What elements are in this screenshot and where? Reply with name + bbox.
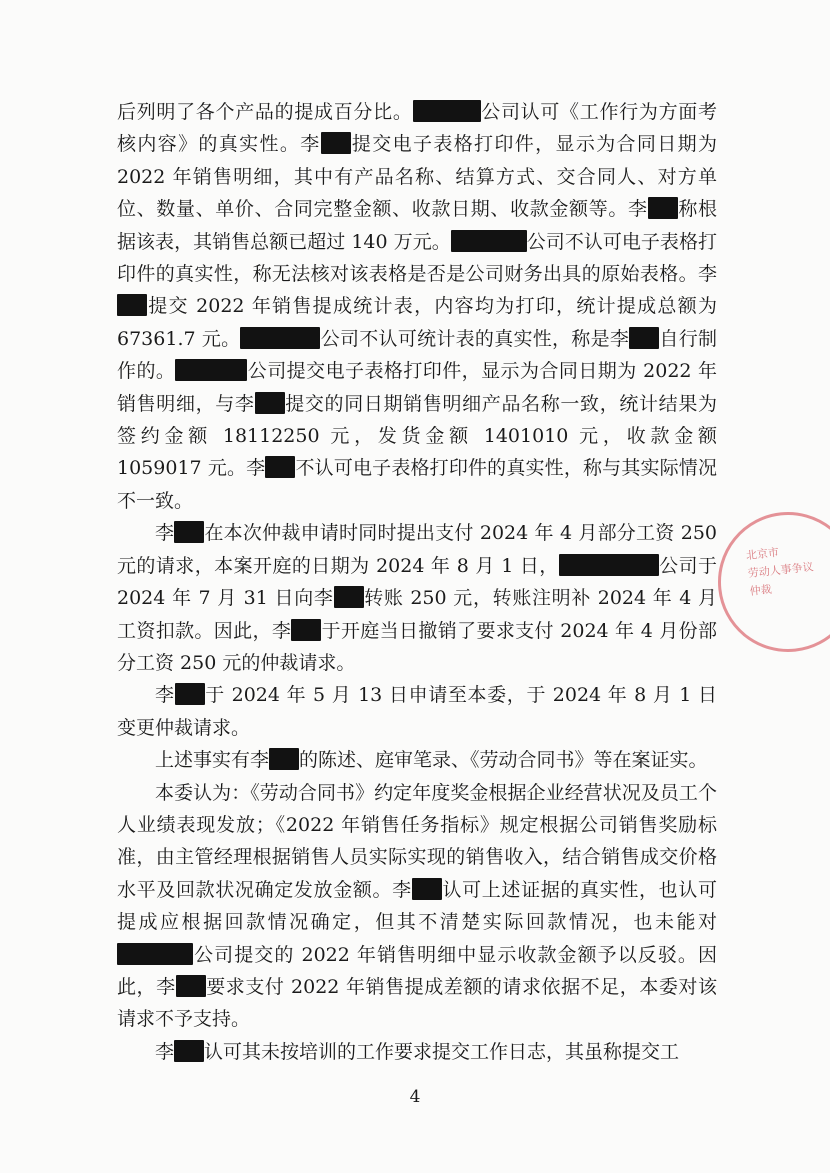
paragraph-text: 公司提交的 2022 年销售明细中显示收款金额予以反驳。因此，李: [117, 943, 717, 998]
redaction-bar: [629, 327, 659, 349]
redaction-bar: [255, 392, 285, 414]
redaction-bar: [269, 748, 299, 770]
paragraph-text: 公司不认可电子表格打印件的真实性，称无法核对该表格是否是公司财务出具的原始表格。李: [117, 230, 717, 286]
paragraph-text: 李: [155, 684, 175, 707]
paragraph-text: 在本次仲裁申请时同时提出支付 2024 年 4 月部分工资 250 元的请求，本案开庭的日期为 2024 年 8 月 1 日，: [117, 522, 717, 577]
seal-text: 北京市: [745, 545, 780, 563]
redaction-bar: [321, 132, 351, 154]
paragraph-text: 上述事实有李: [155, 749, 270, 772]
paragraph-text: 认可上述证据的真实性，也认可提成应根据回款情况确定，但其不清楚实际回款情况，也未能对: [117, 878, 717, 934]
redaction-bar: [265, 456, 295, 478]
paragraph: [117, 777, 717, 1036]
paragraph-text: 认可其未按培训的工作要求提交工作日志，其虽称提交工: [204, 1040, 680, 1063]
paragraph: [117, 517, 717, 679]
paragraph-text: 李: [155, 522, 175, 545]
paragraph-text: 公司于 2024 年 7 月 31 日向李: [117, 554, 717, 610]
paragraph-text: 于开庭当日撤销了要求支付 2024 年 4 月份部分工资 250 元的仲裁请求。: [117, 619, 717, 674]
seal-text: 仲裁: [749, 582, 773, 599]
paragraph-text: 公司提交电子表格打印件，显示为合同日期为 2022 年销售明细，与李: [117, 360, 717, 415]
paragraph-text: 称根据该表，其销售总额已超过 140 万元。: [117, 198, 717, 253]
redaction-bar: [117, 943, 193, 965]
paragraph-text: 自行制作的。: [117, 327, 717, 383]
redaction-bar: [559, 554, 659, 576]
paragraph-text: 本委认为：《劳动合同书》约定年度奖金根据企业经营状况及员工个人业绩表现发放；《2022 年销售任务指标》规定根据公司销售奖励标准，由主管经理根据销售人员实际实现的销售收入，结合销售成交价格水平及回款状况确定发放金额。李: [117, 781, 717, 901]
redaction-bar: [648, 197, 678, 219]
paragraph-text: 要求支付 2022 年销售提成差额的请求依据不足，本委对该请求不予支持。: [117, 975, 717, 1031]
redaction-bar: [240, 327, 320, 349]
redaction-bar: [174, 521, 204, 543]
redaction-bar: [451, 230, 527, 252]
paragraph-text: 提交 2022 年销售提成统计表，内容均为打印，统计提成总额为 67361.7 元。: [117, 295, 717, 350]
paragraph: [117, 96, 717, 517]
redaction-bar: [291, 619, 321, 641]
paragraph: [117, 744, 717, 776]
official-seal-stamp: [711, 505, 830, 659]
paragraph-text: 不认可电子表格打印件的真实性，称与其实际情况不一致。: [117, 457, 717, 512]
paragraph-text: 转账 250 元，转账注明补 2024 年 4 月工资扣款。因此，李: [117, 587, 717, 642]
paragraph-text: 李: [155, 1040, 175, 1063]
redaction-bar: [117, 294, 147, 316]
paragraph-text: 提交的同日期销售明细产品名称一致，统计结果为签约金额 18112250 元，发货金额 1401010 元，收款金额 1059017 元。李: [117, 392, 717, 480]
redaction-bar: [175, 683, 205, 705]
seal-text: 劳动人事争议: [747, 560, 815, 581]
paragraph-text: 于 2024 年 5 月 13 日申请至本委，于 2024 年 8 月 1 日变更仲裁请求。: [117, 684, 717, 739]
redaction-bar: [175, 359, 247, 381]
page-number: 4: [409, 1087, 421, 1107]
redaction-bar: [176, 975, 206, 997]
redaction-bar: [174, 1040, 204, 1062]
paragraph-text: 后列明了各个产品的提成百分比。: [117, 101, 413, 123]
paragraph-text: 公司认可《工作行为方面考核内容》的真实性。李: [117, 101, 717, 156]
paragraph: [117, 1036, 717, 1068]
redaction-bar: [334, 586, 364, 608]
paragraph-text: 公司不认可统计表的真实性，称是李: [320, 327, 630, 350]
paragraph-text: 的陈述、庭审笔录、《劳动合同书》等在案证实。: [299, 749, 708, 772]
redaction-bar: [412, 878, 442, 900]
document-body: [117, 96, 717, 1068]
redaction-bar: [413, 100, 481, 122]
paragraph-text: 提交电子表格打印件，显示为合同日期为 2022 年销售明细，其中有产品名称、结算方式、交合同人、对方单位、数量、单价、合同完整金额、收款日期、收款金额等。李: [117, 133, 717, 221]
paragraph: [117, 679, 717, 744]
